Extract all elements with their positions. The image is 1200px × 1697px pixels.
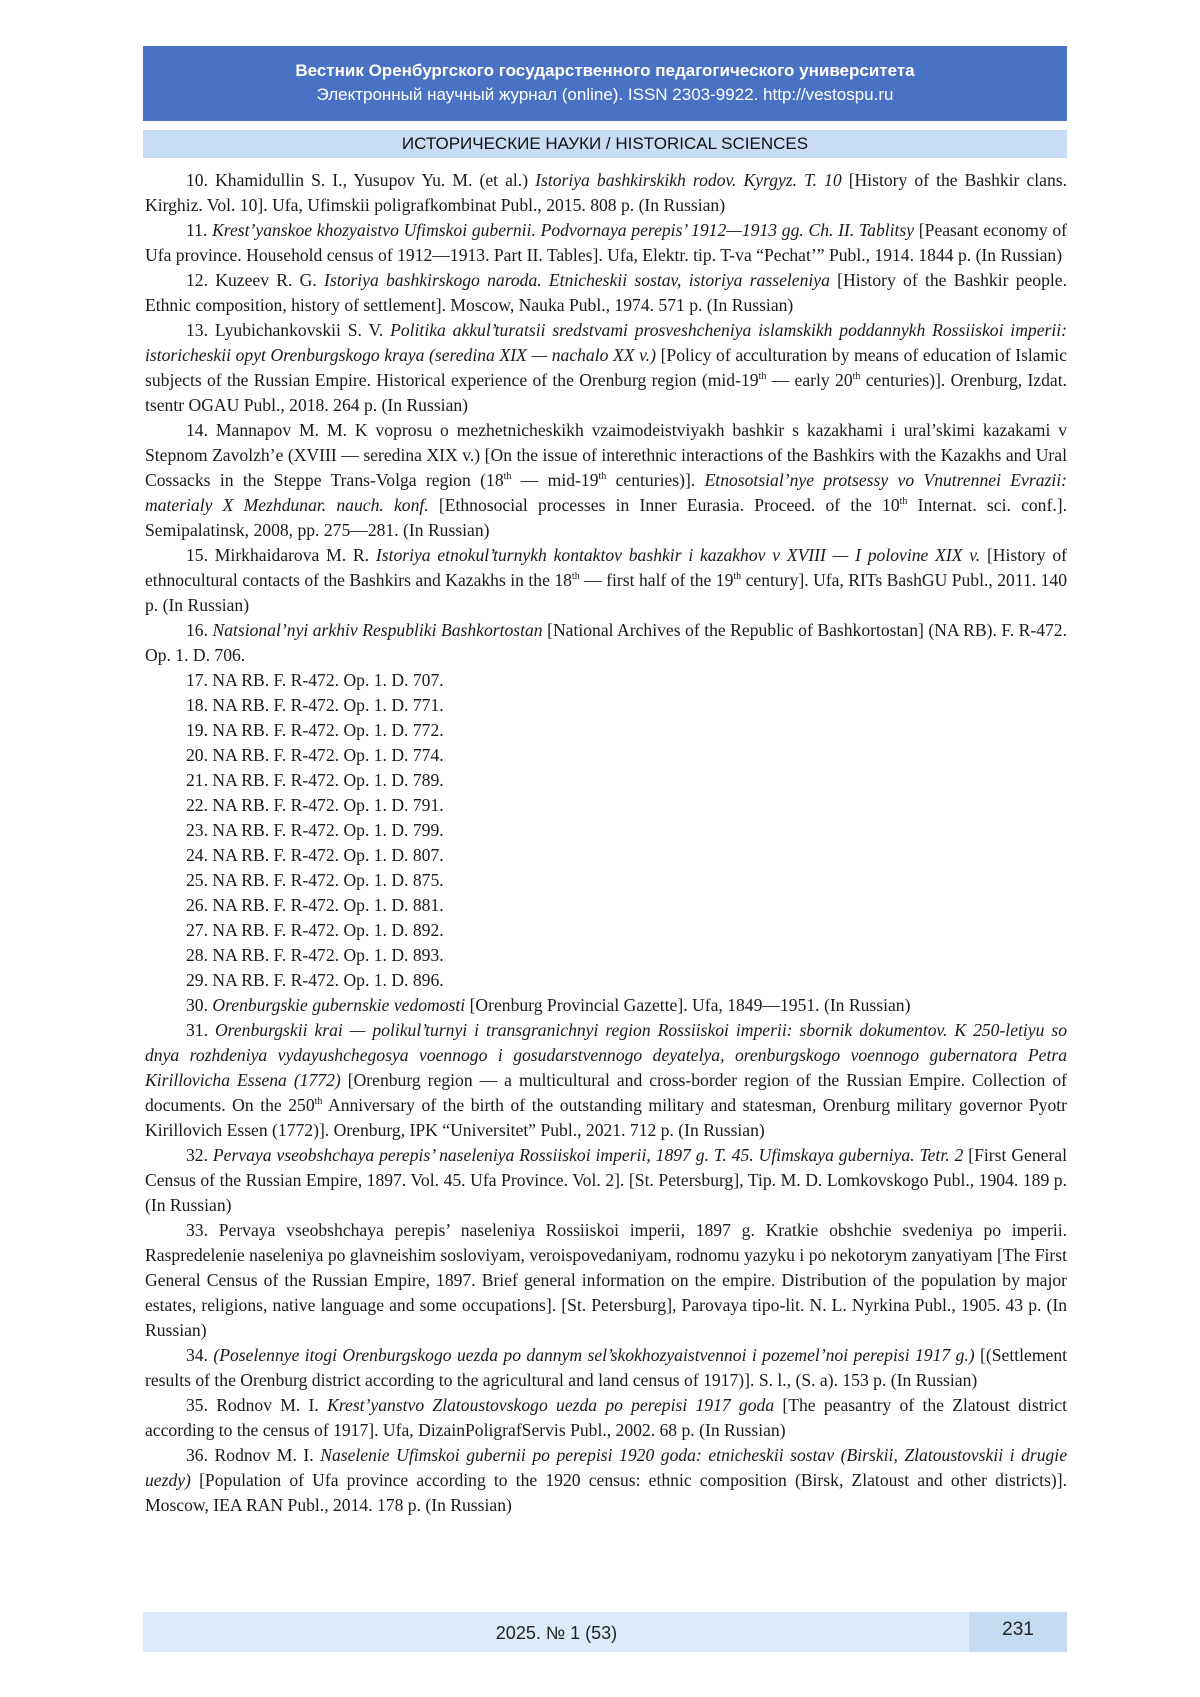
reference-item [145, 793, 1067, 818]
reference-item [145, 668, 1067, 693]
reference-number: 18. [186, 695, 213, 715]
reference-text: Lyubichankovskii S. V. [214, 320, 391, 340]
reference-number: 17. [186, 670, 213, 690]
reference-list [145, 168, 1067, 1518]
reference-number: 20. [186, 745, 213, 765]
reference-number: 28. [186, 945, 213, 965]
reference-title: Istoriya bashkirskikh rodov. Kyrgyz. T. 10 [535, 170, 842, 190]
reference-text: [History of the Bashkir clans. Kirghiz. Vol. 10]. Ufa, Ufimskii poligrafkombinat Publ., 2015. 808 p. (In Russian) [145, 170, 1068, 215]
reference-text: NA RB. F. R-472. Op. 1. D. 896. [212, 970, 444, 990]
reference-item [145, 1218, 1067, 1343]
reference-number: 13. [186, 320, 215, 340]
journal-header [143, 46, 1067, 121]
reference-number: 33. [186, 1220, 219, 1240]
reference-text: — mid-19 [511, 470, 599, 490]
reference-number: 30. [186, 995, 213, 1015]
reference-title: Pervaya vseobshchaya perepis’ naseleniya Rossiiskoi imperii, 1897 g. T. 45. Ufimskaya guberniya. Tetr. 2 [212, 1145, 964, 1165]
reference-title: Natsional’nyi arkhiv Respubliki Bashkortostan [212, 620, 543, 640]
reference-text: [Peasant economy of Ufa province. Household census of 1912—1913. Part II. Tables]. Ufa, Elektr. tip. T-va “Pechat’” Publ., 1914. 1844 p. (In Russian) [145, 220, 1067, 265]
reference-text: th [503, 471, 512, 483]
reference-item [145, 318, 1067, 418]
reference-text: Pervaya vseobshchaya perepis’ naseleniya Rossiiskoi imperii, 1897 g. Kratkie obshchie svedeniya po imperii. Raspredelenie naseleniya po glavneishim sosloviyam, veroispovedaniyam, rodnomu yazyku i po nekotorym zanyatiyam [The First General Census of the Russian Empire, 1897. Brief general information on the empire. Distribution of the population by major estates, religions, native language and some occupations]. [St. Petersburg], Parovaya tipo-lit. N. L. Nyrkina Publ., 1905. 43 p. (In Russian) [145, 1220, 1067, 1340]
reference-text: NA RB. F. R-472. Op. 1. D. 892. [212, 920, 444, 940]
reference-text: [Population of Ufa province according to the 1920 census: ethnic composition (Birsk, Zlatoust and other districts)]. Moscow, IEA RAN Publ., 2014. 178 p. (In Russian) [145, 1470, 1067, 1515]
reference-title: Orenburgskie gubernskie vedomosti [212, 995, 466, 1015]
reference-number: 12. [186, 270, 216, 290]
reference-number: 15. [186, 545, 215, 565]
reference-item [145, 718, 1067, 743]
reference-text: NA RB. F. R-472. Op. 1. D. 791. [212, 795, 444, 815]
reference-number: 16. [186, 620, 213, 640]
reference-title: Orenburgskii krai — polikul’turnyi i transgranichnyi region Rossiiskoi imperii: sbornik dokumentov. K 250-letiyu so dnya rozhdeniya vydayushchegosya voennogo i gosudarstvennogo deyatelya, orenburgskogo voennogo gubernatora Petra Kirillovicha Essena (1772) [145, 1020, 1067, 1090]
reference-number: 27. [186, 920, 213, 940]
reference-text: NA RB. F. R-472. Op. 1. D. 893. [212, 945, 444, 965]
reference-text: [Orenburg Provincial Gazette]. Ufa, 1849—1951. (In Russian) [465, 995, 911, 1015]
reference-item [145, 868, 1067, 893]
reference-item [145, 1393, 1067, 1443]
reference-text: Mirkhaidarova M. R. [214, 545, 376, 565]
reference-text: [Orenburg region — a multicultural and cross-border region of the Russian Empire. Collection of documents. On the 250 [145, 1070, 1067, 1115]
reference-number: 24. [186, 845, 213, 865]
reference-text: Anniversary of the birth of the outstanding military and statesman, Orenburg military governor Pyotr Kirillovich Essen (1772)]. Orenburg, IPK “Universitet” Publ., 2021. 712 p. (In Russian) [145, 1095, 1067, 1140]
reference-item [145, 1143, 1067, 1218]
reference-item [145, 543, 1067, 618]
reference-text: th [598, 471, 607, 483]
reference-item [145, 1343, 1067, 1393]
reference-item [145, 768, 1067, 793]
reference-text: NA RB. F. R-472. Op. 1. D. 707. [212, 670, 444, 690]
reference-number: 19. [186, 720, 213, 740]
reference-text: Khamidullin S. I., Yusupov Yu. M. (et al.) [215, 170, 536, 190]
reference-text: NA RB. F. R-472. Op. 1. D. 774. [212, 745, 444, 765]
reference-number: 14. [186, 420, 216, 440]
reference-text: [The peasantry of the Zlatoust district according to the census of 1917]. Ufa, DizainPoligrafServis Publ., 2002. 68 p. (In Russian) [145, 1395, 1067, 1440]
reference-text: th [314, 1096, 323, 1108]
reference-text: [History of the Bashkir people. Ethnic composition, history of settlement]. Moscow, Nauka Publ., 1974. 571 p. (In Russian) [145, 270, 1068, 315]
reference-title: (Poselennye itogi Orenburgskogo uezda po dannym sel’skokhozyaistvennoi i pozemel’noi perepisi 1917 g.) [213, 1345, 975, 1365]
reference-number: 10. [186, 170, 216, 190]
reference-text: NA RB. F. R-472. Op. 1. D. 771. [212, 695, 444, 715]
reference-item [145, 918, 1067, 943]
reference-text: th [899, 496, 908, 508]
reference-item [145, 743, 1067, 768]
reference-text: centuries)]. [606, 470, 705, 490]
reference-number: 36. [186, 1445, 215, 1465]
reference-item [145, 843, 1067, 868]
reference-item [145, 1018, 1067, 1143]
reference-text: [National Archives of the Republic of Bashkortostan] (NA RB). F. R-472. Op. 1. D. 706. [145, 620, 1067, 665]
reference-item [145, 818, 1067, 843]
page-number: 231 [969, 1612, 1067, 1652]
reference-number: 31. [186, 1020, 215, 1040]
reference-item [145, 268, 1067, 318]
reference-number: 22. [186, 795, 213, 815]
reference-item [145, 1443, 1067, 1518]
reference-title: Istoriya etnokul’turnykh kontaktov bashkir i kazakhov v XVIII — I polovine XIX v. [375, 545, 981, 565]
reference-number: 23. [186, 820, 213, 840]
reference-text: — first half of the 19 [579, 570, 734, 590]
reference-title: Krest’yanstvo Zlatoustovskogo uezda po perepisi 1917 goda [327, 1395, 775, 1415]
reference-number: 32. [186, 1145, 213, 1165]
reference-text: NA RB. F. R-472. Op. 1. D. 807. [212, 845, 444, 865]
reference-text: th [571, 571, 580, 583]
reference-text: [Policy of acculturation by means of education of Islamic subjects of the Russian Empire. Historical experience of the Orenburg region (mid-19 [145, 345, 1067, 390]
section-heading: ИСТОРИЧЕСКИЕ НАУКИ / HISTORICAL SCIENCES [143, 130, 1067, 158]
journal-subtitle: Электронный научный журнал (online). ISSN 2303-9922. http://vestospu.ru [316, 85, 894, 104]
reference-text: NA RB. F. R-472. Op. 1. D. 881. [212, 895, 444, 915]
reference-number: 34. [186, 1345, 214, 1365]
reference-item [145, 218, 1067, 268]
reference-number: 25. [186, 870, 213, 890]
reference-item [145, 993, 1067, 1018]
reference-text: Internat. sci. conf.]. Semipalatinsk, 2008, pp. 275—281. (In Russian) [145, 495, 1067, 540]
reference-title: Etnosotsial’nye protsessy vo Vnutrennei Evrazii: materialy X Mezhdunar. nauch. konf. [145, 470, 1067, 515]
reference-number: 29. [186, 970, 213, 990]
reference-item [145, 418, 1067, 543]
reference-number: 35. [186, 1395, 217, 1415]
reference-text: NA RB. F. R-472. Op. 1. D. 799. [212, 820, 444, 840]
reference-item [145, 618, 1067, 668]
reference-text: [Ethnosocial processes in Inner Eurasia. Proceed. of the 10 [428, 495, 900, 515]
journal-title: Вестник Оренбургского государственного педагогического университета [295, 61, 915, 80]
reference-number: 21. [186, 770, 213, 790]
reference-number: 11. [186, 220, 213, 240]
reference-text: [History of ethnocultural contacts of the Bashkirs and Kazakhs in the 18 [145, 545, 1068, 590]
page-footer [143, 1612, 1067, 1652]
reference-item [145, 693, 1067, 718]
reference-number: 26. [186, 895, 213, 915]
reference-item [145, 168, 1067, 218]
reference-item [145, 943, 1067, 968]
reference-text: Rodnov M. I. [216, 1395, 328, 1415]
reference-text: century]. Ufa, RITs BashGU Publ., 2011. 140 p. (In Russian) [145, 570, 1067, 615]
reference-text: Kuzeev R. G. [215, 270, 325, 290]
reference-text: — early 20 [766, 370, 853, 390]
reference-text: th [733, 571, 742, 583]
reference-text: [First General Census of the Russian Empire, 1897. Vol. 45. Ufa Province. Vol. 2]. [St. Petersburg], Tip. M. D. Lomkovskogo Publ., 1904. 189 p. (In Russian) [145, 1145, 1067, 1215]
reference-item [145, 968, 1067, 993]
reference-text: centuries)]. Orenburg, Izdat. tsentr OGAU Publ., 2018. 264 p. (In Russian) [145, 370, 1068, 415]
issue-number: 2025. № 1 (53) [495, 1623, 618, 1643]
reference-title: Istoriya bashkirskogo naroda. Etnicheskii sostav, istoriya rasseleniya [324, 270, 830, 290]
reference-item [145, 893, 1067, 918]
reference-title: Politika akkul’turatsii sredstvami prosveshcheniya islamskikh poddannykh Rossiiskoi imperii: istoricheskii opyt Orenburgskogo kraya (seredina XIX — nachalo XX v.) [145, 320, 1067, 365]
reference-text: NA RB. F. R-472. Op. 1. D. 772. [212, 720, 444, 740]
reference-text: Rodnov M. I. [214, 1445, 321, 1465]
reference-text: NA RB. F. R-472. Op. 1. D. 789. [212, 770, 444, 790]
reference-text: NA RB. F. R-472. Op. 1. D. 875. [212, 870, 444, 890]
reference-text: Mannapov M. M. K voprosu o mezhetnicheskikh vzaimodeistviyakh bashkir s kazakhami i ural’skimi kazakami v Stepnom Zavolzh’e (XVIII — seredina XIX v.) [On the issue of interethnic interactions of the Bashkirs with the Kazakhs and Ural Cossacks in the Steppe Trans-Volga region (18 [145, 420, 1068, 490]
reference-title: Naselenie Ufimskoi gubernii po perepisi 1920 goda: etnicheskii sostav (Birskii, Zlatoustovskii i drugie uezdy) [145, 1445, 1068, 1490]
reference-title: Krest’yanskoe khozyaistvo Ufimskoi gubernii. Podvornaya perepis’ 1912—1913 gg. Ch. II. Tablitsy [212, 220, 915, 240]
reference-text: th [758, 371, 767, 383]
reference-text: th [852, 371, 861, 383]
reference-text: [(Settlement results of the Orenburg district according to the agricultural and land census of 1917)]. S. l., (S. a). 153 p. (In Russian) [145, 1345, 1068, 1390]
